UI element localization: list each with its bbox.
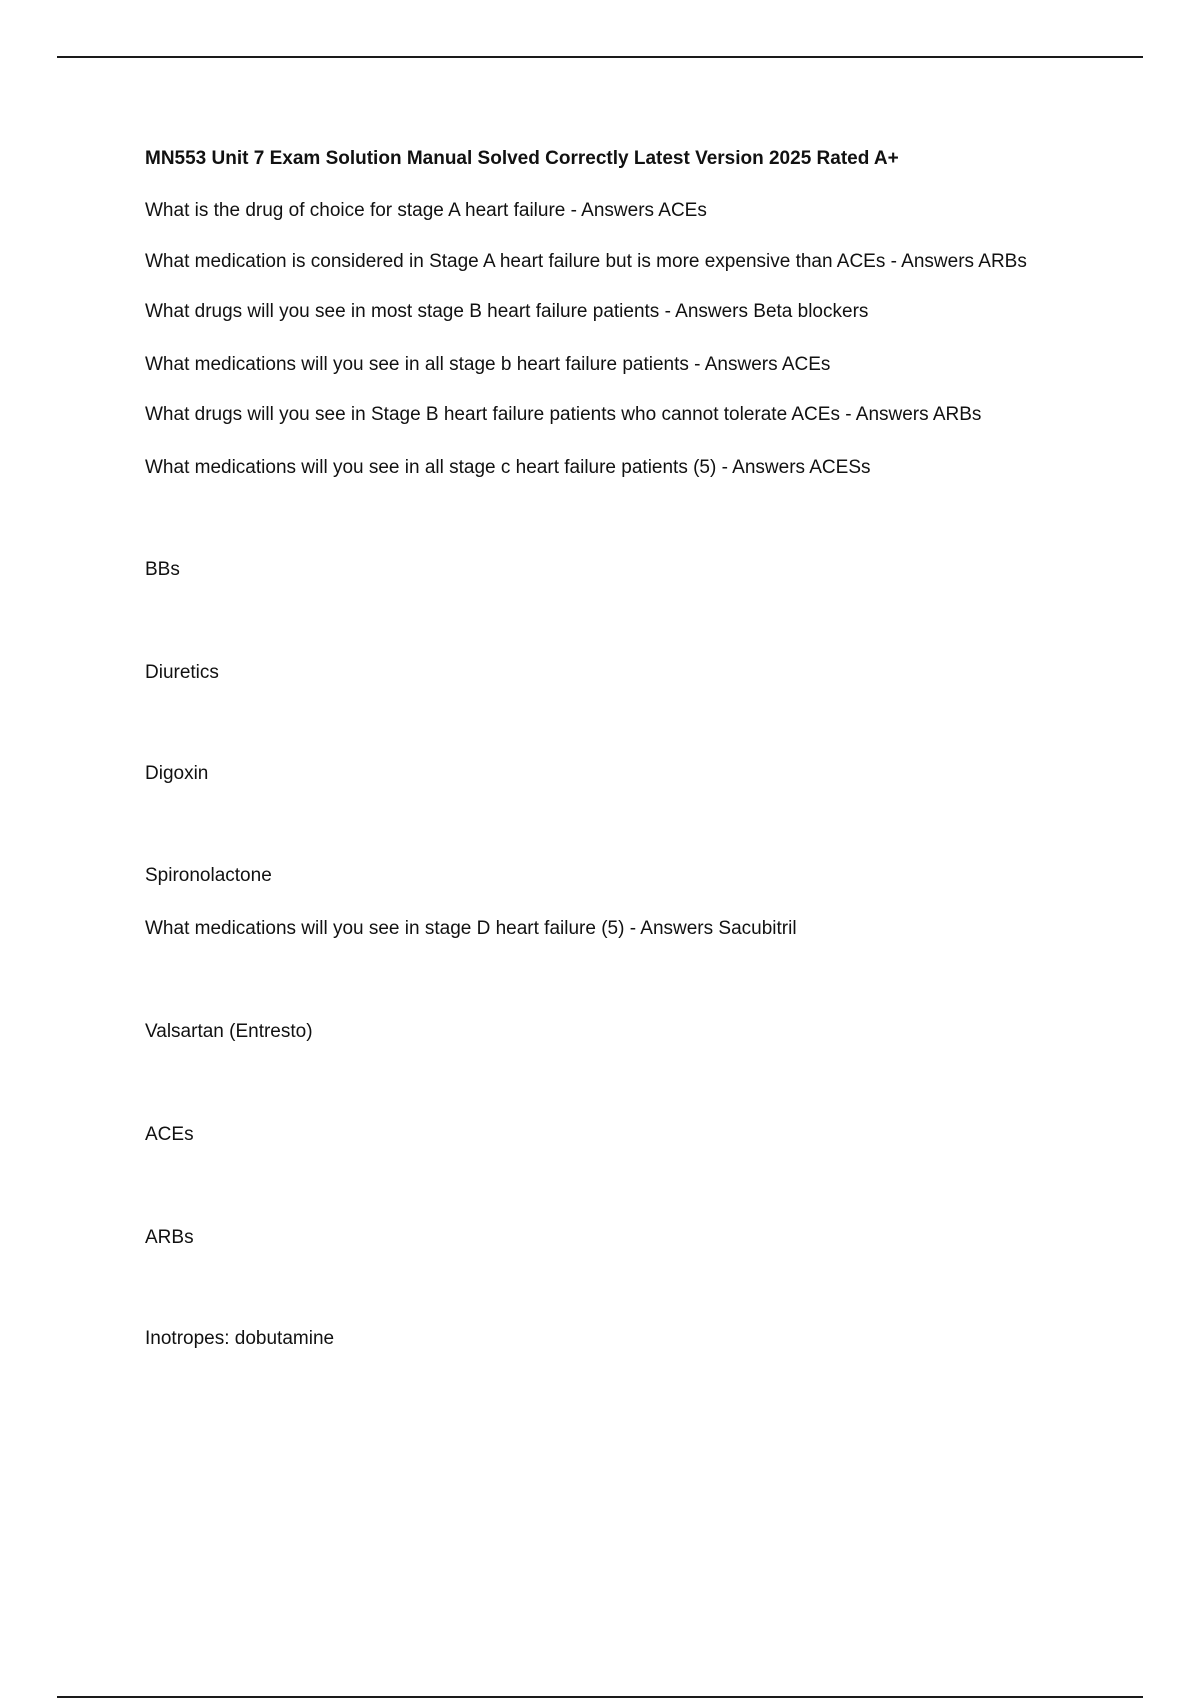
document-title: MN553 Unit 7 Exam Solution Manual Solved Correctly Latest Version 2025 Rated A+ xyxy=(145,148,899,169)
qa-line-stage-d: What medications will you see in stage D heart failure (5) - Answers Sacubitril xyxy=(145,918,797,939)
answer-item-bbs: BBs xyxy=(145,559,180,580)
answer-item-diuretics: Diuretics xyxy=(145,662,219,683)
answer-item-spironolactone: Spironolactone xyxy=(145,865,272,886)
answer-item-valsartan: Valsartan (Entresto) xyxy=(145,1021,313,1042)
qa-line-stage-c-all: What medications will you see in all stage c heart failure patients (5) - Answers ACESs xyxy=(145,457,871,478)
qa-line-stage-b-intolerant: What drugs will you see in Stage B heart failure patients who cannot tolerate ACEs - Answers ARBs xyxy=(145,404,982,425)
answer-item-inotropes: Inotropes: dobutamine xyxy=(145,1328,335,1349)
answer-item-arbs: ARBs xyxy=(145,1227,194,1248)
qa-line-stage-b-all: What medications will you see in all stage b heart failure patients - Answers ACEs xyxy=(145,354,831,375)
qa-line-stage-a-expensive: What medication is considered in Stage A heart failure but is more expensive than ACEs - Answers ARBs xyxy=(145,251,1027,272)
answer-item-digoxin: Digoxin xyxy=(145,763,209,784)
header-rule xyxy=(57,56,1143,58)
qa-line-stage-b-most: What drugs will you see in most stage B heart failure patients - Answers Beta blockers xyxy=(145,301,869,322)
answer-item-aces: ACEs xyxy=(145,1124,194,1145)
footer-rule xyxy=(57,1696,1143,1698)
qa-line-stage-a-drug-of-choice: What is the drug of choice for stage A heart failure - Answers ACEs xyxy=(145,200,707,221)
